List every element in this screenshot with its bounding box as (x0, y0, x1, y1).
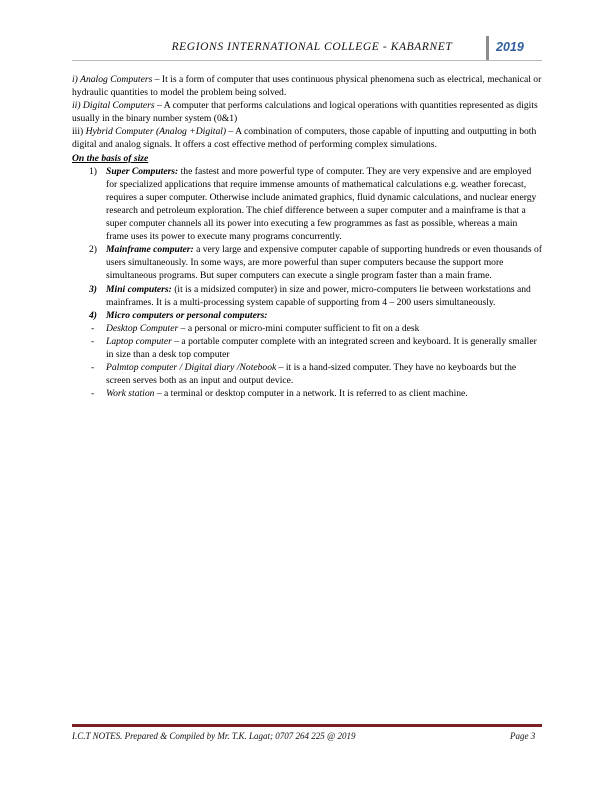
list-number: 2) (89, 244, 97, 256)
list-text: a very large and expensive computer capable of supporting hundreds or even thousands of users simultaneously. In some ways, are more powerful than super computers because the support more simultaneous programs. But super computers can execute a single program faster than a main frame. (106, 244, 542, 282)
micro-type-text: – a portable computer complete with an integrated screen and keyboard. It is generally smaller in size than a desk top computer (106, 335, 537, 360)
list-item-micro-computers (72, 309, 542, 322)
micro-type-laptop (72, 335, 542, 361)
analog-paragraph (72, 73, 542, 99)
size-heading: On the basis of size (72, 152, 149, 164)
footer-rule (72, 724, 542, 727)
dash-bullet: - (91, 388, 95, 400)
header-title: REGIONS INTERNATIONAL COLLEGE - KABARNET (171, 41, 453, 53)
page-content (72, 73, 542, 400)
micro-type-term: Work station (106, 388, 155, 400)
micro-type-palmtop (72, 361, 542, 387)
dash-bullet: - (91, 362, 95, 374)
page-header (72, 34, 542, 61)
digital-text: – A computer that performs calculations and logical operations with quantities represented as digits usually in the binary number system (0&1) (72, 100, 538, 125)
hybrid-term: Hybrid Computer (Analog +Digital) (85, 126, 227, 138)
hybrid-paragraph (72, 125, 542, 151)
header-separator (486, 36, 489, 60)
list-term: Super Computers: (106, 165, 179, 177)
analog-text: – It is a form of computer that uses continuous physical phenomena such as electrical, mechanical or hydraulic quantities to model the problem being solved. (72, 74, 542, 99)
list-text: the fastest and more powerful type of computer. They are very expensive and are employed for specialized applications that require immense amounts of mathematical calculations e.g. weather forecast, requires a super computer. Otherwise include animated graphics, fluid dynamic calculations, and nuclear energy research and petroleum exploration. The chief difference between a super computer and a mainframe is that a super computer channels all its power into executing a few programmes as fast as possible, whereas a main frame uses its power to execute many programs concurrently. (106, 165, 537, 243)
dash-bullet: - (91, 322, 95, 334)
footer-credit: I.C.T NOTES. Prepared & Compiled by Mr. T.K. Lagat; 0707 264 225 @ 2019 (72, 731, 356, 741)
page-number: Page 3 (510, 731, 536, 741)
list-text: (it is a midsized computer) in size and power, micro-computers lie between workstations and mainframes. It is a multi-processing system capable of supporting from 4 – 200 users simultaneously. (106, 283, 531, 308)
digital-paragraph (72, 99, 542, 125)
digital-term: ii) Digital Computers (72, 100, 155, 112)
hybrid-prefix: iii) (72, 126, 86, 138)
list-item-super-computers (72, 165, 542, 244)
list-number: 1) (89, 165, 97, 177)
analog-term: i) Analog Computers (72, 74, 153, 85)
micro-type-text: – it is a hand-sized computer. They have no keyboards but the screen serves both as an input and output device. (106, 362, 517, 387)
micro-type-term: Laptop computer (106, 335, 172, 347)
micro-type-term: Desktop Computer (106, 322, 179, 334)
list-term: Mini computers: (106, 283, 172, 295)
list-number: 3) (89, 283, 97, 295)
header-year: 2019 (496, 40, 524, 54)
hybrid-text: – A combination of computers, those capable of inputting and outputting in both digital and analog signals. It offers a cost effective method of performing complex simulations. (72, 126, 537, 151)
list-item-mainframe (72, 243, 542, 282)
list-term: Micro computers or personal computers: (106, 309, 268, 321)
dash-bullet: - (91, 335, 95, 347)
micro-type-term: Palmtop computer / Digital diary /Notebook (106, 362, 277, 374)
micro-type-desktop (72, 322, 542, 335)
micro-type-workstation (72, 387, 542, 400)
micro-type-text: – a terminal or desktop computer in a network. It is referred to as client machine. (154, 388, 468, 400)
list-term: Mainframe computer: (106, 244, 194, 256)
micro-type-text: – a personal or micro-mini computer sufficient to fit on a desk (178, 322, 420, 334)
list-item-mini-computers (72, 283, 542, 309)
list-number: 4) (89, 309, 97, 321)
